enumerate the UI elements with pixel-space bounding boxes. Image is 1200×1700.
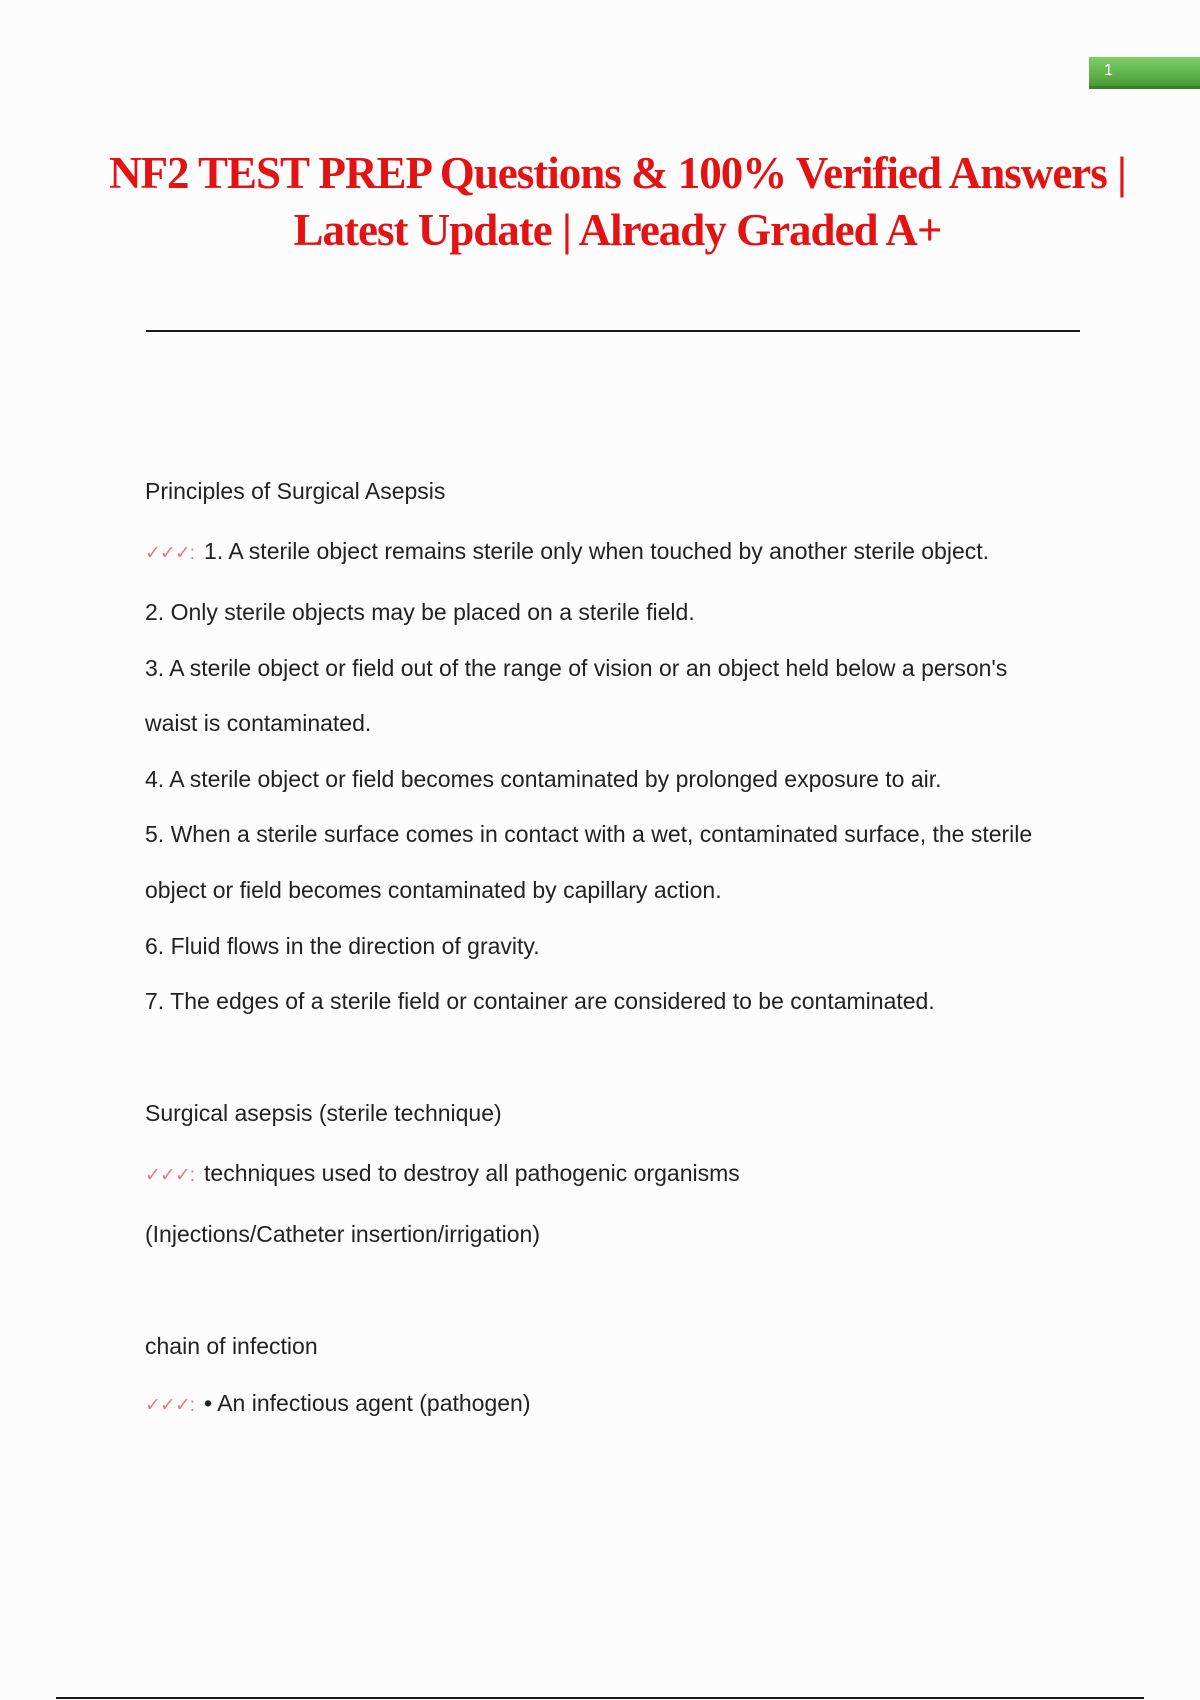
answer-line: object or field becomes contaminated by capillary action. bbox=[145, 877, 722, 903]
answer-first-line bbox=[145, 1160, 740, 1187]
check-marks-icon: ✓✓✓: bbox=[145, 543, 195, 564]
answer-line: waist is contaminated. bbox=[145, 710, 372, 736]
question-chain-of-infection: chain of infection bbox=[145, 1333, 318, 1359]
answer-text: 1. A sterile object remains sterile only when touched by another sterile object. bbox=[204, 538, 990, 564]
answer-text: techniques used to destroy all pathogenic organisms bbox=[204, 1160, 740, 1186]
answer-line: 2. Only sterile objects may be placed on a sterile field. bbox=[145, 599, 695, 625]
answer-line: 6. Fluid flows in the direction of gravity. bbox=[145, 933, 540, 959]
answer-first-line bbox=[145, 1390, 531, 1417]
answer-line: 3. A sterile object or field out of the range of vision or an object held below a person's bbox=[145, 655, 1008, 681]
answer-line: 4. A sterile object or field becomes contaminated by prolonged exposure to air. bbox=[145, 766, 942, 792]
footer-divider bbox=[56, 1697, 1144, 1699]
check-marks-icon: ✓✓✓: bbox=[145, 1165, 195, 1186]
question-surgical-asepsis: Surgical asepsis (sterile technique) bbox=[145, 1100, 502, 1126]
answer-line: 7. The edges of a sterile field or container are considered to be contaminated. bbox=[145, 988, 935, 1014]
check-marks-icon: ✓✓✓: bbox=[145, 1395, 195, 1416]
answer-first-line bbox=[145, 538, 989, 565]
document-title: NF2 TEST PREP Questions & 100% Verified Answers | Latest Update | Already Graded A+ bbox=[109, 148, 1126, 255]
question-principles-of-surgical-asepsis: Principles of Surgical Asepsis bbox=[145, 478, 446, 504]
answer-line: (Injections/Catheter insertion/irrigation) bbox=[145, 1221, 541, 1247]
answer-line: 5. When a sterile surface comes in contact with a wet, contaminated surface, the sterile bbox=[145, 821, 1033, 847]
answer-text: • An infectious agent (pathogen) bbox=[204, 1390, 531, 1416]
title-divider bbox=[146, 330, 1080, 332]
page-number-badge: 1 bbox=[1089, 57, 1200, 89]
